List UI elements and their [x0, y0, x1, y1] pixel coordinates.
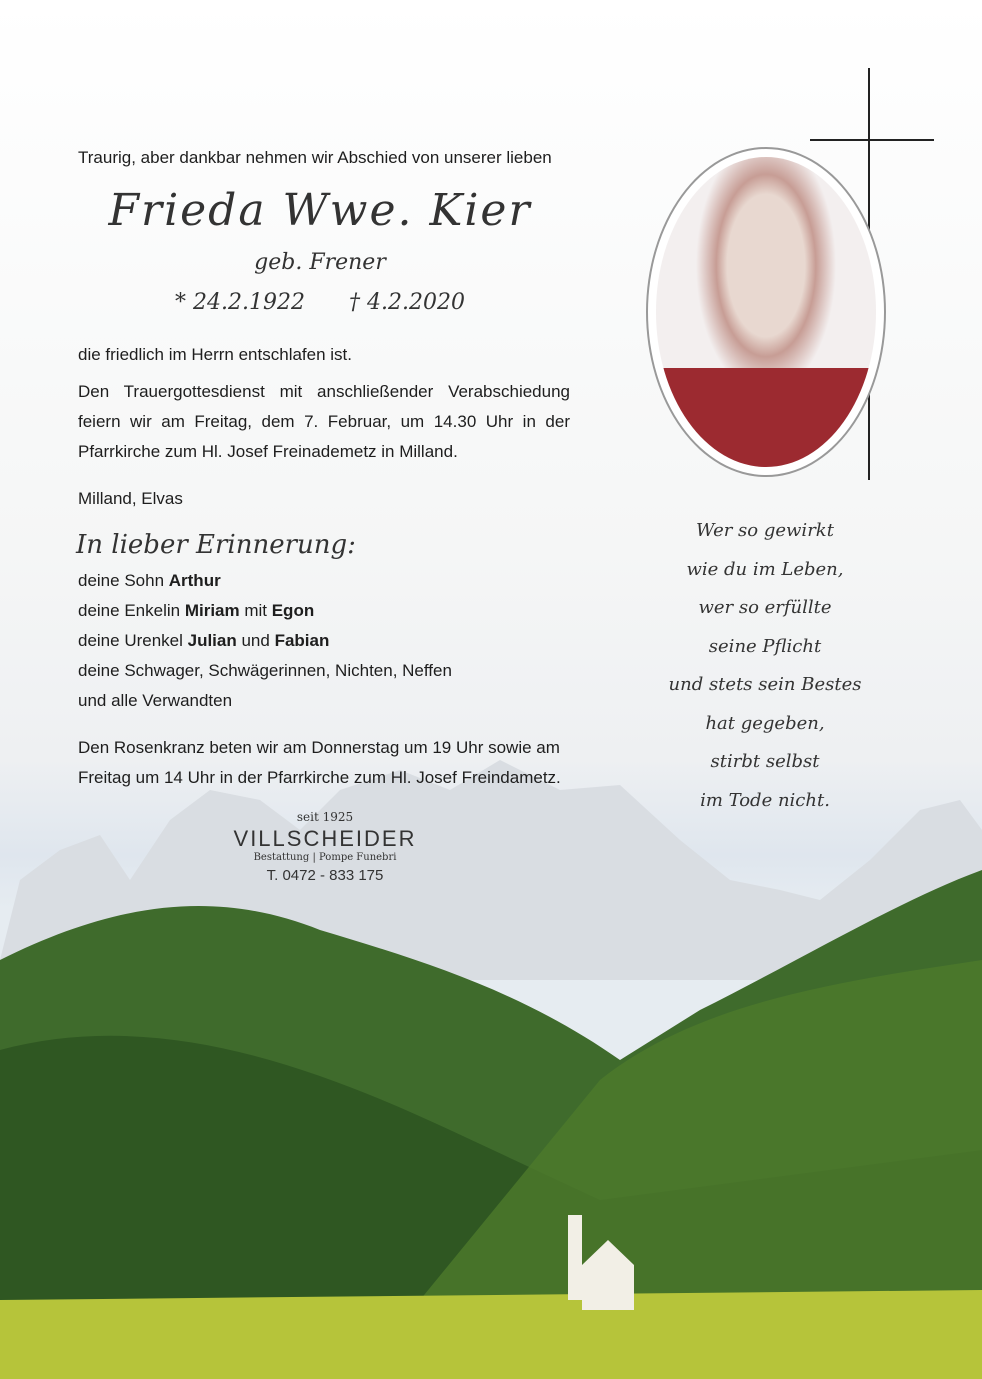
- poem-line: wie du im Leben,: [686, 558, 844, 580]
- service-text: Den Trauergottesdienst mit anschließender Verabschiedung feiern wir am Freitag, dem 7. Februar, um 14.30 Uhr in der Pfarrkirche zum Hl. Josef Freinademetz in Milland.: [78, 382, 570, 461]
- mourner-line: deine Urenkel Julian und Fabian: [78, 631, 330, 650]
- poem-line: Wer so gewirkt: [696, 520, 834, 541]
- mourner-line: deine Sohn Arthur: [78, 571, 221, 590]
- life-dates: [0, 290, 640, 315]
- poem-line: wer so erfüllte: [698, 597, 832, 618]
- undertaker-phone: T. 0472 - 833 175: [266, 867, 384, 884]
- memory-heading: In lieber Erinnerung:: [76, 530, 356, 560]
- mourner-line: und alle Verwandten: [78, 691, 233, 710]
- mourner-line: deine Schwager, Schwägerinnen, Nichten, Neffen: [78, 661, 452, 680]
- birth-date: * 24.2.1922: [175, 290, 305, 315]
- undertaker-subtitle: Bestattung | Pompe Funebri: [253, 852, 397, 863]
- mourner-line: deine Enkelin Miriam mit Egon: [78, 601, 315, 620]
- poem-line: und stets sein Bestes: [668, 674, 862, 695]
- deceased-name: Frieda Wwe. Kier: [108, 185, 532, 236]
- cross-bar: [810, 139, 934, 141]
- undertaker-name: VILLSCHEIDER: [233, 826, 417, 851]
- poem-line: seine Pflicht: [708, 635, 822, 657]
- maiden-name: geb. Frener: [254, 250, 386, 275]
- undertaker-logo: [220, 810, 430, 884]
- church-tower: [568, 1215, 582, 1300]
- place-text: Milland, Elvas: [78, 489, 183, 508]
- poem-line: im Tode nicht.: [700, 789, 830, 811]
- intro-text: Traurig, aber dankbar nehmen wir Abschied von unserer lieben: [78, 148, 552, 167]
- mourners-list: [78, 566, 452, 716]
- since-text: seit 1925: [296, 810, 354, 824]
- passed-text: die friedlich im Herrn entschlafen ist.: [78, 345, 353, 364]
- portrait-photo: [646, 147, 886, 477]
- poem-line: stirbt selbst: [710, 751, 820, 772]
- rosary-text: Den Rosenkranz beten wir am Donnerstag um 19 Uhr sowie am Freitag um 14 Uhr in der Pfarrkirche zum Hl. Josef Freindametz.: [78, 738, 561, 787]
- death-date: † 4.2.2020: [349, 290, 465, 315]
- poem: [640, 512, 890, 820]
- poem-line: hat gegeben,: [705, 712, 825, 734]
